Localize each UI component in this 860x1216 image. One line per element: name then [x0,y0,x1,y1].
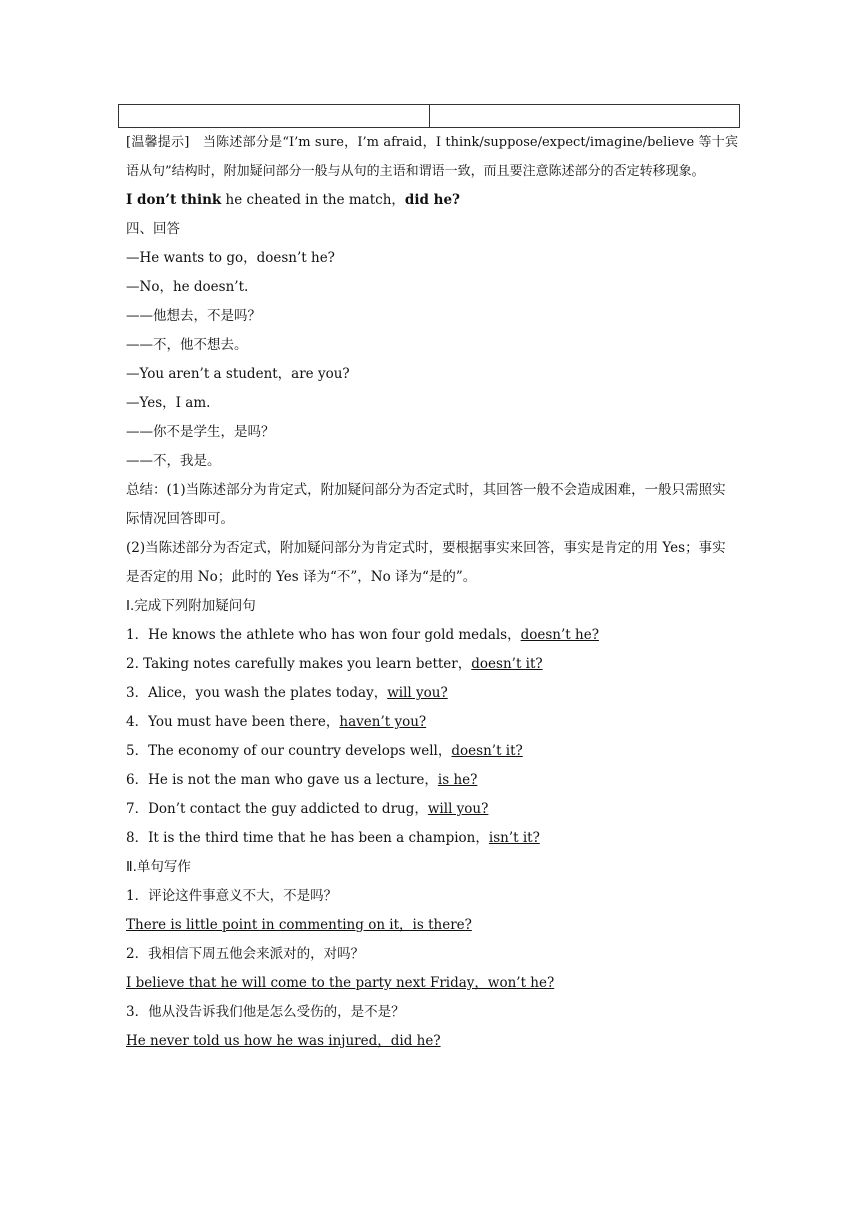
dialog-line: ——你不是学生，是吗？ [126,424,275,440]
dialog-line: —He wants to go，doesn’t he? [126,250,335,266]
table-cell [119,105,429,127]
dialog-line: ——不，他不想去。 [126,337,248,353]
dialog-line: —No，he doesn’t. [126,279,249,295]
answer-text: is he? [437,772,478,788]
exercise-item: 1．He knows the athlete who has won four gold medals，doesn’t he? [126,627,599,643]
tip-paragraph [126,128,738,186]
section-heading: Ⅰ.完成下列附加疑问句 [126,598,256,614]
answer-text: doesn’t it? [471,656,543,672]
section-heading: 四、回答 [126,221,180,237]
exercise-item: 8．It is the third time that he has been a champion，isn’t it? [126,830,540,846]
dialog-line: ——不，我是。 [126,453,221,469]
exercise-item: 6．He is not the man who gave us a lecture，is he? [126,772,478,788]
exercise-item: 3．他从没告诉我们他是怎么受伤的，是不是？ [126,1004,405,1020]
dialog-line: ——他想去，不是吗？ [126,308,261,324]
answer-text: He never told us how he was injured，did he? [126,1033,441,1049]
answer-text: haven’t you? [339,714,427,730]
section-heading: Ⅱ.单句写作 [126,859,191,875]
answer-text: will you? [427,801,489,817]
exercise-item: 1．评论这件事意义不大，不是吗？ [126,888,338,904]
table-cell [429,105,740,127]
exercise-item: 2．我相信下周五他会来派对的，对吗？ [126,946,365,962]
example-sentence: I don’t think he cheated in the match，did he? [126,192,460,208]
answer-text: will you? [387,685,448,701]
tip-text: 当陈述部分是“I’m sure，I’m afraid，I think/suppose/expect/imagine/believe 等十宾语从句”结构时，附加疑问部分一般与从句的主语和谓语一致，而且要注意陈述部分的否定转移现象。 [126,135,739,179]
answer-text: doesn’t he? [520,627,599,643]
exercise-item: 4．You must have been there，haven’t you? [126,714,427,730]
summary-paragraph: (2)当陈述部分为否定式，附加疑问部分为肯定式时，要根据事实来回答，事实是肯定的用 Yes；事实是否定的用 No；此时的 Yes 译为“不”，No 译为“是的”。 [126,540,726,585]
exercise-item: 7．Don’t contact the guy addicted to drug，will you? [126,801,489,817]
exercise-item: 5．The economy of our country develops well，doesn’t it? [126,743,523,759]
answer-text: There is little point in commenting on it，is there? [126,917,472,933]
exercise-item: 2. Taking notes carefully makes you learn better，doesn’t it? [126,656,543,672]
dialog-line: —Yes，I am. [126,395,211,411]
dialog-line: —You aren’t a student，are you? [126,366,350,382]
summary-paragraph: 总结：(1)当陈述部分为肯定式，附加疑问部分为否定式时，其回答一般不会造成困难，一般只需照实际情况回答即可。 [126,482,726,527]
exercise-item: 3．Alice，you wash the plates today，will you? [126,685,448,701]
document-body [126,128,738,1056]
answer-text: isn’t it? [488,830,540,846]
table-row [118,104,740,128]
answer-text: I believe that he will come to the party next Friday，won’t he? [126,975,555,991]
answer-text: doesn’t it? [451,743,523,759]
tip-tag: [温馨提示] [126,135,190,150]
